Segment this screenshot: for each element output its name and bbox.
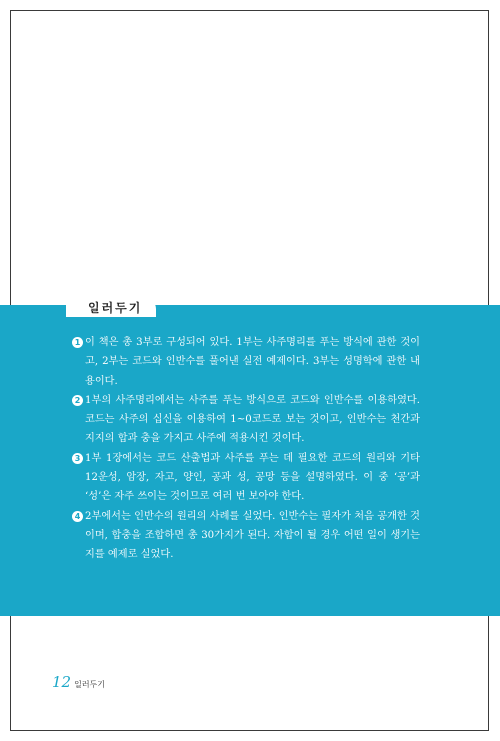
page-number: 12 [52, 673, 72, 691]
note-text: 1부 1장에서는 코드 산출법과 사주를 푸는 데 필요한 코드의 원리와 기타 12운성, 암장, 자고, 양인, 공과 성, 공망 등을 설명하였다. 이 중 ‘공’과 ‘성’은 자주 쓰이는 것이므로 여러 번 보아야 한다. [85, 452, 420, 503]
notes-title: 일러두기 [88, 301, 143, 315]
running-head: 일러두기 [74, 680, 106, 689]
note-item [72, 391, 420, 449]
note-item [72, 333, 420, 391]
note-number-badge: 2 [72, 395, 83, 406]
note-number-badge: 3 [72, 453, 83, 464]
note-number-badge: 4 [72, 511, 83, 522]
notes-list [72, 333, 420, 565]
note-text: 이 책은 총 3부로 구성되어 있다. 1부는 사주명리를 푸는 방식에 관한 것이고, 2부는 코드와 인반수를 풀어낸 실전 예제이다. 3부는 성명학에 관한 내용이다. [85, 337, 420, 387]
note-text: 2부에서는 인반수의 원리의 사례를 실었다. 인반수는 필자가 처음 공개한 것이며, 합충을 조합하면 총 30가지가 된다. 자합이 될 경우 어떤 일이 생기는지를 예제로 실었다. [85, 510, 420, 561]
note-text: 1부의 사주명리에서는 사주를 푸는 방식으로 코드와 인반수를 이용하였다. 코드는 사주의 십신을 이용하여 1~0코드로 보는 것이고, 인반수는 천간과 지지의 합과 충을 가지고 사주에 적용시킨 것이다. [85, 394, 420, 445]
note-item [72, 449, 420, 507]
note-number-badge: 1 [72, 337, 83, 348]
notes-tab [66, 297, 156, 317]
page-footer [52, 673, 105, 691]
note-item [72, 507, 420, 565]
